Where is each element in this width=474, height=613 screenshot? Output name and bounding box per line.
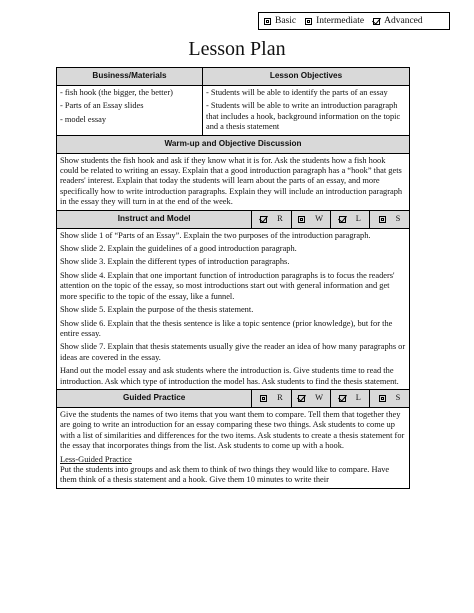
warmup-row — [57, 154, 409, 211]
level-advanced[interactable] — [373, 16, 423, 26]
level-basic[interactable] — [264, 16, 296, 26]
guided-skill-listening[interactable] — [331, 390, 370, 407]
advanced-checkbox[interactable] — [373, 18, 380, 25]
objectives-header: Lesson Objectives — [269, 71, 343, 81]
speaking-checkbox[interactable] — [379, 395, 386, 402]
objectives-list — [203, 86, 409, 135]
writing-checkbox[interactable] — [298, 216, 305, 223]
writing-checkbox[interactable] — [298, 395, 305, 402]
instruct-header: Instruct and Model — [57, 211, 252, 228]
instruct-skill-writing[interactable] — [292, 211, 331, 228]
instruct-skill-speaking[interactable] — [370, 211, 409, 228]
materials-objectives-header-row — [57, 68, 409, 86]
guided-header: Guided Practice — [57, 390, 252, 407]
guided-header-row — [57, 390, 409, 408]
intermediate-checkbox[interactable] — [305, 18, 312, 25]
material-item: - fish hook (the bigger, the better) — [60, 88, 173, 97]
objective-item: - Students will be able to write an introduction paragraph that includes a hook, background information on the topic and a thesis statement — [206, 101, 401, 132]
instruct-paragraph: Show slide 6. Explain that the thesis sentence is like a topic sentence (prior knowledge), but for the entire essay. — [60, 318, 393, 338]
material-item: - model essay — [60, 114, 107, 124]
skill-letter: W — [315, 393, 324, 403]
material-item: - Parts of an Essay slides — [60, 101, 144, 111]
reading-checkbox[interactable] — [260, 395, 267, 402]
instruct-paragraph: Show slide 1 of “Parts of an Essay”. Explain the two purposes of the introduction paragraph. — [60, 230, 371, 240]
instruct-header-row — [57, 211, 409, 229]
skill-letter: W — [315, 213, 324, 223]
reading-checkbox[interactable] — [260, 216, 267, 223]
level-advanced-label: Advanced — [384, 16, 423, 26]
materials-objectives-row — [57, 86, 409, 136]
level-intermediate[interactable] — [305, 16, 364, 26]
instruct-skill-reading[interactable] — [252, 211, 291, 228]
instruct-paragraph: Show slide 4. Explain that one important function of introduction paragraphs is to focus the readers' attention on the topic of the essay, so most introductions start out with general information and get more specific to the topic of the essay, like a funnel. — [60, 270, 395, 301]
listening-checkbox[interactable] — [339, 395, 346, 402]
instruct-row — [57, 229, 409, 390]
guided-content — [57, 408, 409, 488]
skill-letter: S — [395, 213, 401, 223]
skill-letter: R — [277, 213, 283, 223]
basic-checkbox[interactable] — [264, 18, 271, 25]
less-guided-text: Put the students into groups and ask them to think of two things they would like to compare. Have them think of a thesis statement and a hook. Give them 10 minutes to write their — [60, 464, 390, 485]
less-guided-title: Less-Guided Practice — [60, 454, 132, 464]
instruct-paragraph: Show slide 3. Explain the different types of introduction paragraphs. — [60, 257, 290, 267]
instruct-paragraph: Hand out the model essay and ask students where the introduction is. Give students time to read the introduction. Ask which type of introduction the model has. Ask students to find the thesis statement. — [60, 366, 399, 386]
guided-row — [57, 408, 409, 488]
level-basic-label: Basic — [275, 16, 297, 26]
materials-list — [57, 86, 203, 135]
speaking-checkbox[interactable] — [379, 216, 386, 223]
warmup-header: Warm-up and Objective Discussion — [164, 138, 302, 148]
page-title: Lesson Plan — [188, 38, 286, 60]
materials-header: Business/Materials — [57, 68, 203, 85]
guided-text: Give the students the names of two items that you want them to compare. Tell them that together they are going to write an introduction for an essay comparing these two things. Ask students to come up with a list of similarities and differences for the two items. Ask students to create a thesis statement for the essay that incorporates things from the list. Ask students to come up with a hook. — [60, 409, 405, 451]
guided-skill-reading[interactable] — [252, 390, 291, 407]
instruct-paragraph: Show slide 5. Explain the purpose of the thesis statement. — [60, 305, 254, 315]
skill-letter: L — [355, 213, 361, 223]
instruct-paragraph: Show slide 2. Explain the guidelines of a good introduction paragraph. — [60, 244, 297, 254]
listening-checkbox[interactable] — [339, 216, 346, 223]
level-intermediate-label: Intermediate — [316, 16, 365, 26]
guided-skill-writing[interactable] — [292, 390, 331, 407]
skill-letter: R — [277, 393, 283, 403]
warmup-header-row — [57, 136, 409, 154]
lesson-plan-table — [56, 67, 410, 489]
skill-letter: S — [395, 393, 401, 403]
objective-item: - Students will be able to identify the parts of an essay — [206, 88, 388, 97]
skill-letter: L — [355, 393, 361, 403]
instruct-paragraph: Show slide 7. Explain that thesis statements usually give the reader an idea of how many paragraphs or ideas are covered in the essay. — [60, 342, 406, 362]
instruct-content — [57, 229, 409, 389]
level-selector — [258, 12, 450, 30]
guided-skill-speaking[interactable] — [370, 390, 409, 407]
warmup-text: Show students the fish hook and ask if they know what it is for. Ask the students how a fish hook could be related to writing an essay. Explain that a good introduction paragraph has a “hook” that gets readers' interest. Explain that today the students will learn about the parts of an essay, and more specifically how to write introduction paragraphs. Explain they will include an introduction paragraph in the essay they will turn in at the end of the week. — [60, 155, 403, 207]
instruct-skill-listening[interactable] — [331, 211, 370, 228]
